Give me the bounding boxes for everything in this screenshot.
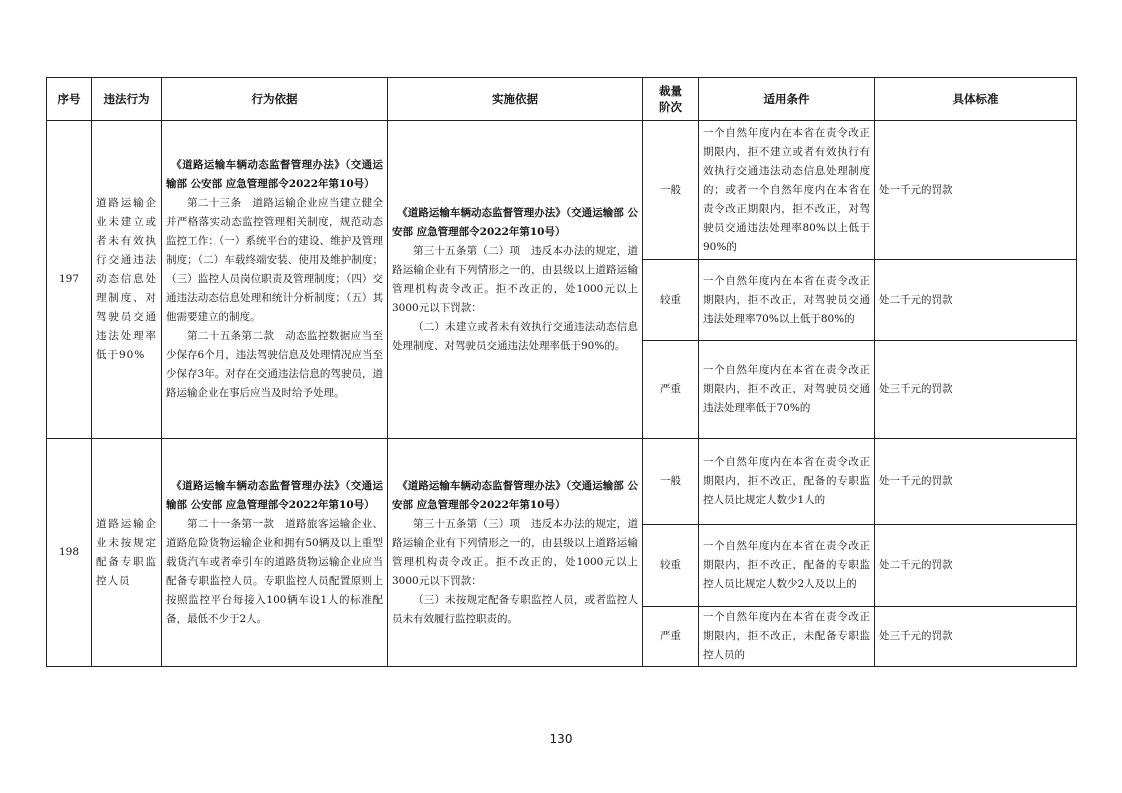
impl-article: 第三十五条第（三）项 违反本办法的规定，道路运输企业有下列情形之一的，由县级以上道路运输管理机构责令改正。拒不改正的，处1000元以上3000元以下罚款： bbox=[392, 517, 638, 587]
basis-law-title: 《道路运输车辆动态监督管理办法》（交通运输部 公安部 应急管理部令2022年第10号） bbox=[166, 479, 383, 511]
discretion-level: 严重 bbox=[643, 607, 699, 667]
penalty-table bbox=[46, 77, 1077, 667]
discretion-level: 一般 bbox=[643, 439, 699, 525]
applicable-condition: 一个自然年度内在本省在责令改正期限内，拒不改正，配备的专职监控人员比规定人数少1人的 bbox=[699, 439, 875, 525]
basis-article: 第二十一条第一款 道路旅客运输企业、道路危险货物运输企业和拥有50辆及以上重型载货汽车或者牵引车的道路货物运输企业应当配备专职监控人员。专职监控人员配置原则上按照监控平台每接入100辆车设1人的标准配备，最低不少于2人。 bbox=[166, 517, 383, 625]
header-impl: 实施依据 bbox=[388, 78, 643, 121]
header-act: 违法行为 bbox=[92, 78, 162, 121]
violation-description: 道路运输企业未按规定配备专职监控人员 bbox=[92, 439, 162, 667]
penalty-standard: 处三千元的罚款 bbox=[875, 607, 1077, 667]
row-number: 198 bbox=[47, 439, 92, 667]
table-row bbox=[47, 439, 1077, 525]
applicable-condition: 一个自然年度内在本省在责令改正期限内，拒不改正，对驾驶员交通违法处理率70%以上低于80%的 bbox=[699, 260, 875, 341]
applicable-condition: 一个自然年度内在本省在责令改正期限内，拒不改正，未配备专职监控人员的 bbox=[699, 607, 875, 667]
impl-article: （二）未建立或者未有效执行交通违法动态信息处理制度、对驾驶员交通违法处理率低于90%的。 bbox=[392, 320, 638, 352]
header-no: 序号 bbox=[47, 78, 92, 121]
header-row bbox=[47, 78, 1077, 121]
discretion-level: 严重 bbox=[643, 341, 699, 439]
discretion-level: 较重 bbox=[643, 260, 699, 341]
header-std: 具体标准 bbox=[875, 78, 1077, 121]
discretion-level: 较重 bbox=[643, 525, 699, 607]
impl-law-title: 《道路运输车辆动态监督管理办法》（交通运输部 公安部 应急管理部令2022年第10号） bbox=[392, 479, 638, 511]
basis-article: 第二十三条 道路运输企业应当建立健全并严格落实动态监控管理相关制度，规范动态监控工作：（一）系统平台的建设、维护及管理制度；（二）车载终端安装、使用及维护制度；（三）监控人员岗位职责及管理制度；（四）交通违法动态信息处理和统计分析制度；（五）其他需要建立的制度。 bbox=[166, 197, 383, 323]
applicable-condition: 一个自然年度内在本省在责令改正期限内，拒不改正，配备的专职监控人员比规定人数少2人及以上的 bbox=[699, 525, 875, 607]
penalty-standard: 处二千元的罚款 bbox=[875, 525, 1077, 607]
behavior-basis bbox=[162, 121, 388, 439]
row-number: 197 bbox=[47, 121, 92, 439]
header-basis: 行为依据 bbox=[162, 78, 388, 121]
implementation-basis bbox=[388, 439, 643, 667]
impl-article: 第三十五条第（二）项 违反本办法的规定，道路运输企业有下列情形之一的，由县级以上道路运输管理机构责令改正。拒不改正的，处1000元以上3000元以下罚款： bbox=[392, 244, 638, 314]
header-level: 裁量阶次 bbox=[643, 78, 699, 121]
penalty-standard: 处一千元的罚款 bbox=[875, 121, 1077, 260]
page-number: 130 bbox=[549, 732, 573, 746]
impl-article: （三）未按规定配备专职监控人员，或者监控人员未有效履行监控职责的。 bbox=[392, 593, 638, 625]
behavior-basis bbox=[162, 439, 388, 667]
penalty-standard: 处三千元的罚款 bbox=[875, 341, 1077, 439]
basis-law-title: 《道路运输车辆动态监督管理办法》（交通运输部 公安部 应急管理部令2022年第10号） bbox=[166, 159, 383, 190]
penalty-standard: 处二千元的罚款 bbox=[875, 260, 1077, 341]
violation-description: 道路运输企业未建立或者未有效执行交通违法动态信息处理制度、对驾驶员交通违法处理率低于90% bbox=[92, 121, 162, 439]
penalty-standard: 处一千元的罚款 bbox=[875, 439, 1077, 525]
header-cond: 适用条件 bbox=[699, 78, 875, 121]
discretion-level: 一般 bbox=[643, 121, 699, 260]
implementation-basis bbox=[388, 121, 643, 439]
impl-law-title: 《道路运输车辆动态监督管理办法》（交通运输部 公安部 应急管理部令2022年第10号） bbox=[392, 206, 638, 238]
applicable-condition: 一个自然年度内在本省在责令改正期限内，拒不改正，对驾驶员交通违法处理率低于70%的 bbox=[699, 341, 875, 439]
table-row bbox=[47, 121, 1077, 260]
basis-article: 第二十五条第二款 动态监控数据应当至少保存6个月，违法驾驶信息及处理情况应当至少保存3年。对存在交通违法信息的驾驶员，道路运输企业在事后应当及时给予处理。 bbox=[166, 330, 383, 399]
applicable-condition: 一个自然年度内在本省在责令改正期限内，拒不建立或者有效执行有效执行交通违法动态信息处理制度的；或者一个自然年度内在本省在责令改正期限内，拒不改正，对驾驶员交通违法处理率80%以上低于90%的 bbox=[699, 121, 875, 260]
